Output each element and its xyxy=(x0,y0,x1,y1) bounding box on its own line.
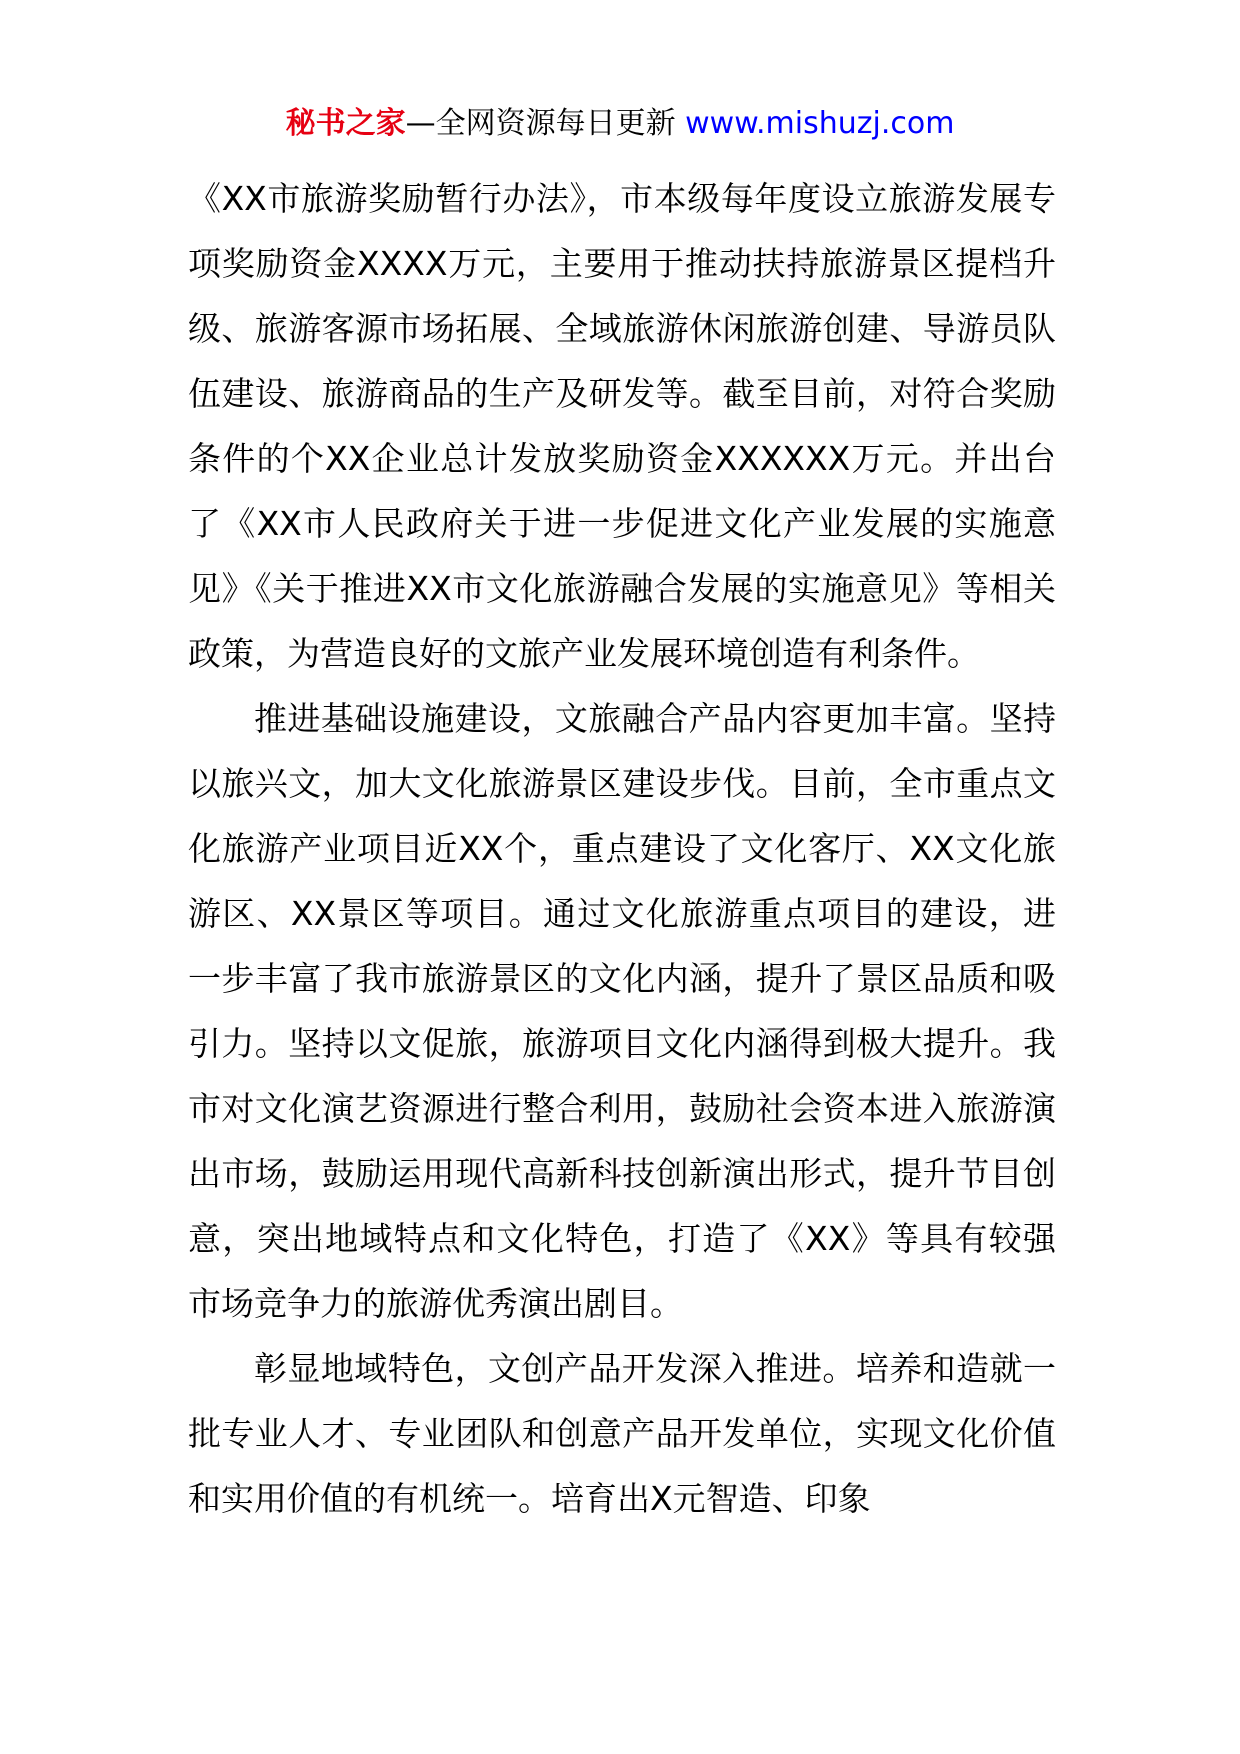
page-header xyxy=(0,104,1240,144)
paragraph-cultural-products: 彰显地域特色，文创产品开发深入推进。培养和造就一批专业人才、专业团队和创意产品开发单位，实现文化价值和实用价值的有机统一。培育出X元智造、印象 xyxy=(188,1349,1056,1518)
paragraph-policy-continuation: 《XX市旅游奖励暂行办法》，市本级每年度设立旅游发展专项奖励资金XXXX万元，主要用于推动扶持旅游景区提档升级、旅游客源市场拓展、全域旅游休闲旅游创建、导游员队伍建设、旅游商品的生产及研发等。截至目前，对符合奖励条件的个XX企业总计发放奖励资金XXXXXX万元。并出台了《XX市人民政府关于进一步促进文化产业发展的实施意见》《关于推进XX市文化旅游融合发展的实施意见》等相关政策，为营造良好的文旅产业发展环境创造有利条件。 xyxy=(188,179,1056,673)
site-url-link[interactable]: www.mishuzj.com xyxy=(685,106,955,141)
paragraph-infrastructure: 推进基础设施建设，文旅融合产品内容更加丰富。坚持以旅兴文，加大文化旅游景区建设步伐。目前，全市重点文化旅游产业项目近XX个，重点建设了文化客厅、XX文化旅游区、XX景区等项目。通过文化旅游重点项目的建设，进一步丰富了我市旅游景区的文化内涵，提升了景区品质和吸引力。坚持以文促旅，旅游项目文化内涵得到极大提升。我市对文化演艺资源进行整合利用，鼓励社会资本进入旅游演出市场，鼓励运用现代高新科技创新演出形式，提升节目创意，突出地域特点和文化特色，打造了《XX》等具有较强市场竞争力的旅游优秀演出剧目。 xyxy=(188,699,1056,1323)
site-brand: 秘书之家 xyxy=(285,106,406,141)
document-body xyxy=(188,166,1056,1531)
site-tagline: —全网资源每日更新 xyxy=(405,106,676,141)
